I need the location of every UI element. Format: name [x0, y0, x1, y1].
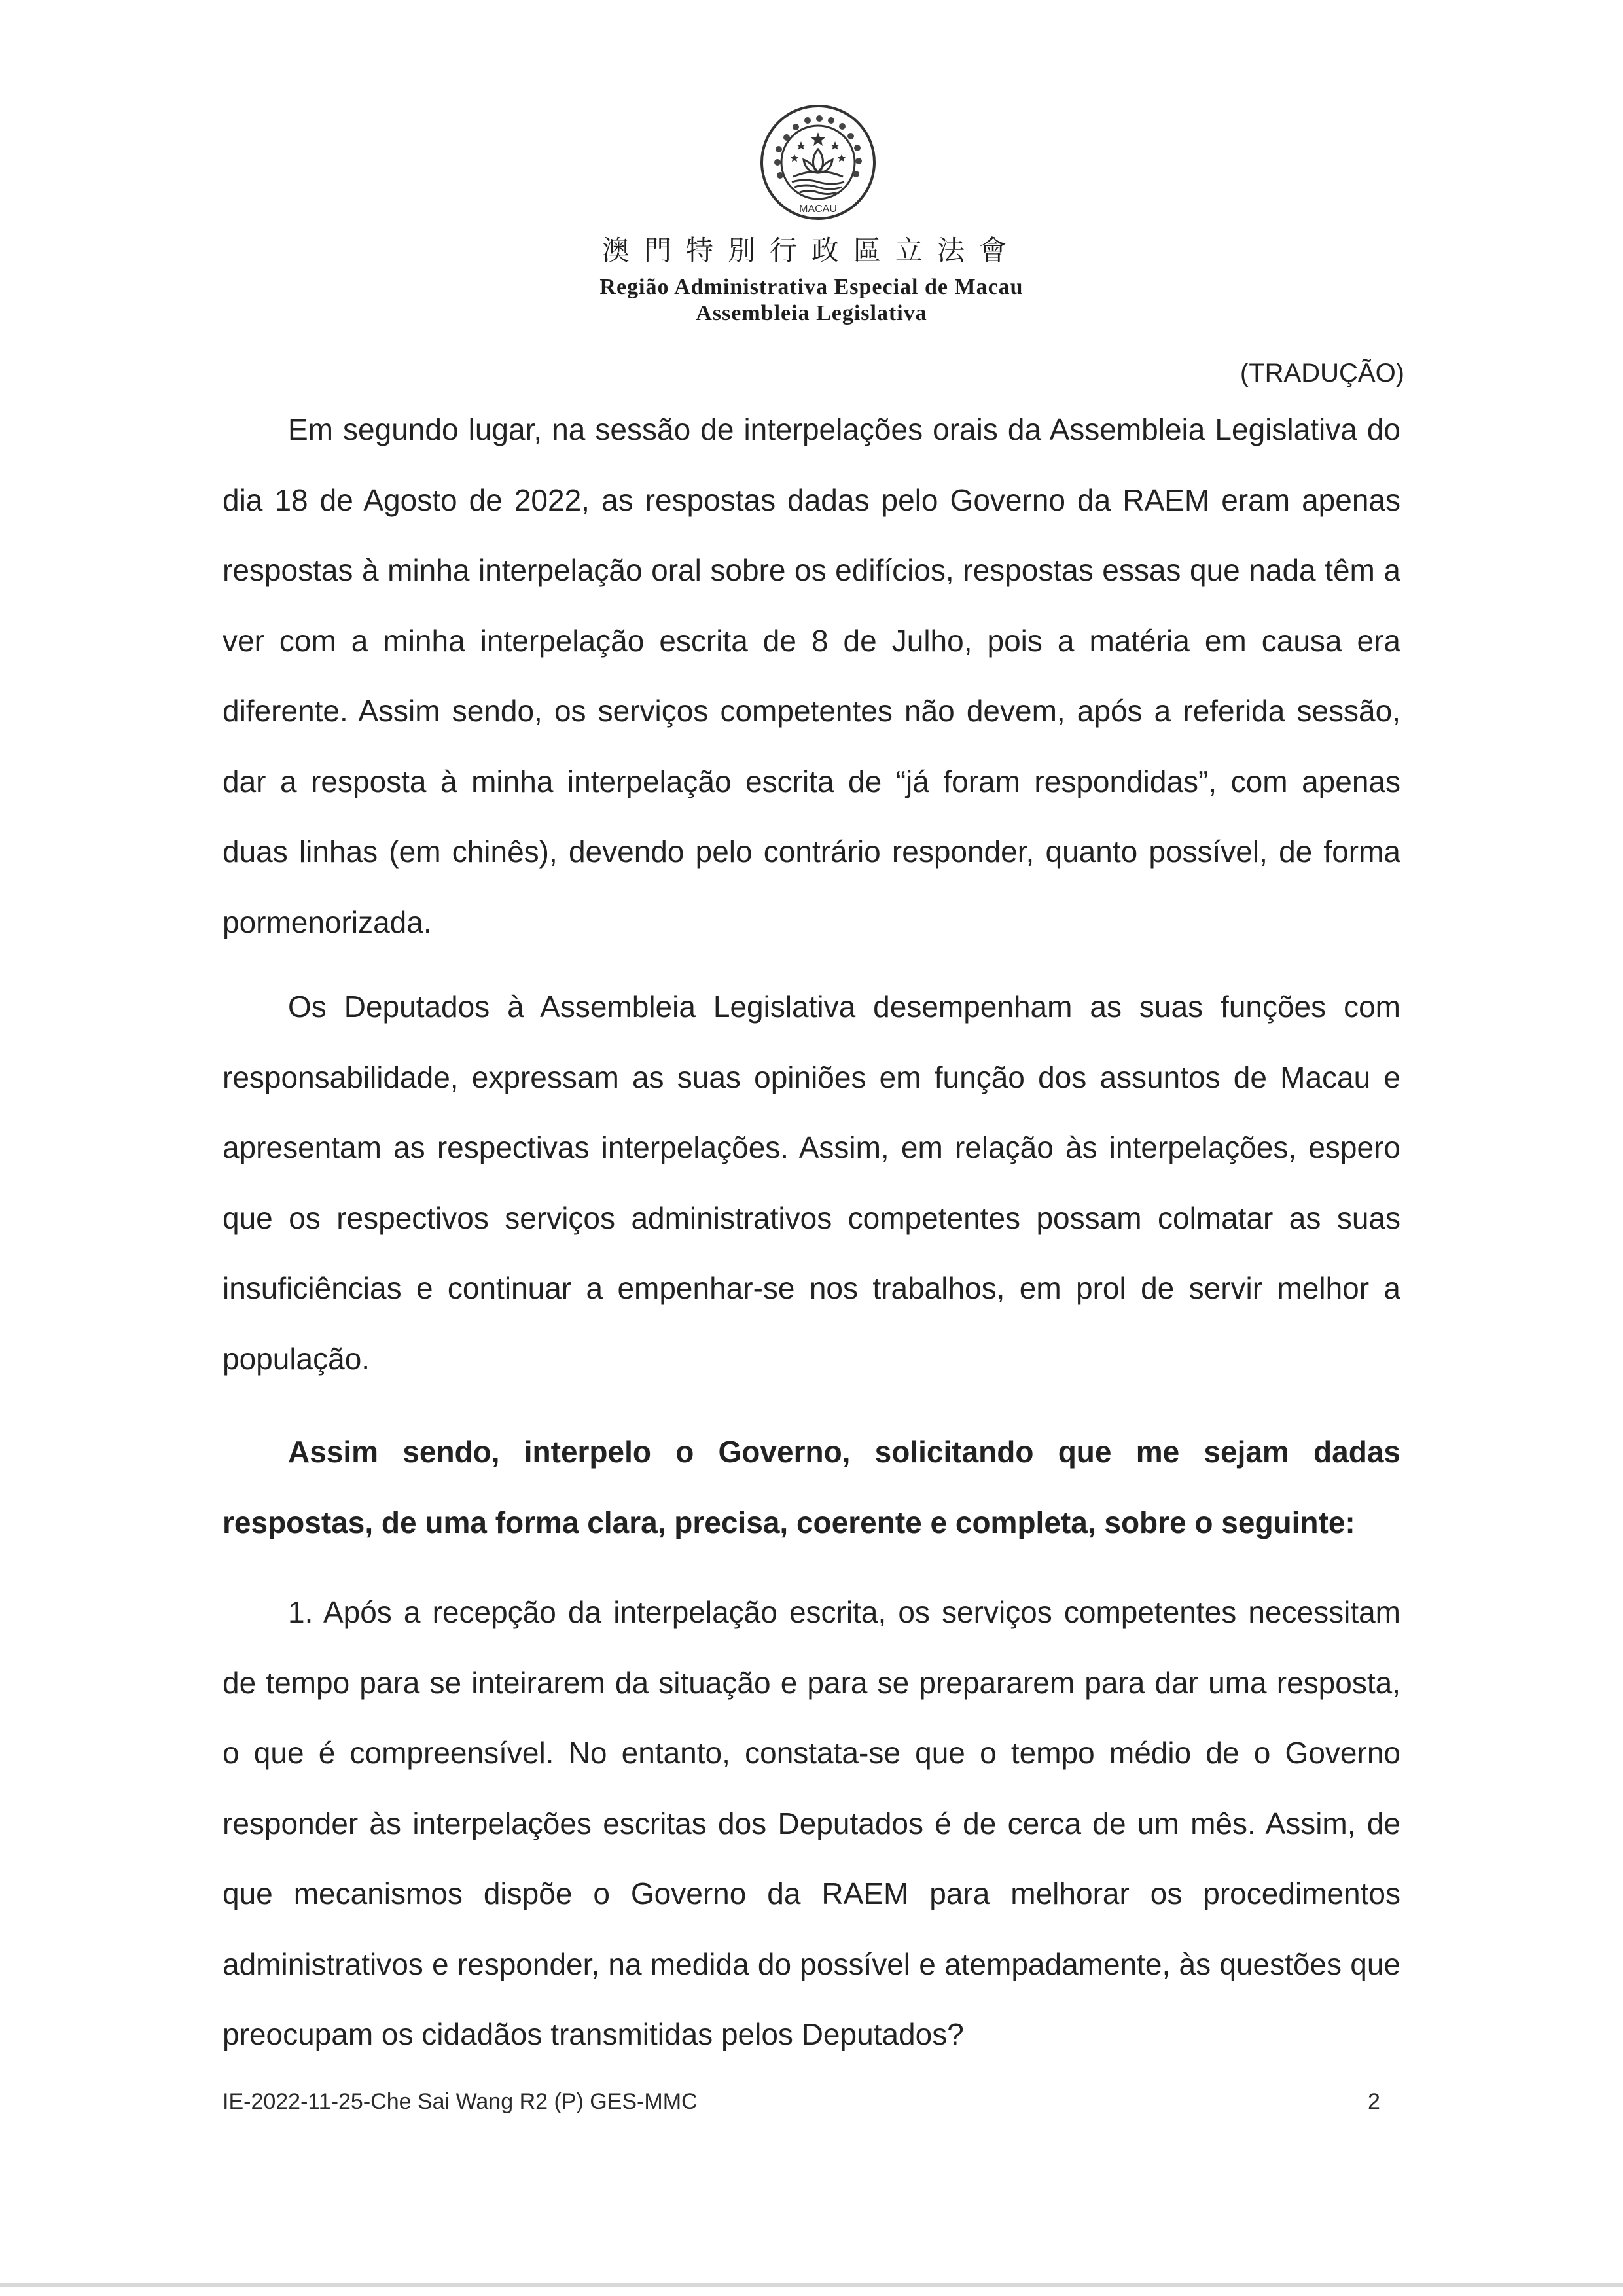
header-chinese-title: 澳門特別行政區立法會 [601, 234, 1021, 266]
footer-page-number: 2 [1368, 2089, 1380, 2114]
paragraph-bold: Assim sendo, interpelo o Governo, solicitando que me sejam dadas respostas, de uma forma clara, precisa, coerente e completa, sobre o seguinte: [223, 1435, 1400, 1539]
emblem-text: MACAU [799, 204, 837, 215]
macau-emblem-icon [759, 103, 877, 221]
header-region: Região Administrativa Especial de Macau [599, 275, 1024, 299]
header-assembly: Assembleia Legislativa [696, 301, 927, 325]
paragraph: Em segundo lugar, na sessão de interpelações orais da Assembleia Legislativa do dia 18 de Agosto de 2022, as respostas dadas pelo Governo da RAEM eram apenas respostas à minha interpelação oral sobre os edifícios, respostas essas que nada têm a ver com a minha interpelação escrita de 8 de Julho, pois a matéria em causa era diferente. Assim sendo, os serviços competentes não devem, após a referida sessão, dar a resposta à minha interpelação escrita de “já foram respondidas”, com apenas duas linhas (em chinês), devendo pelo contrário responder, quanto possível, de forma pormenorizada. [223, 412, 1400, 939]
body-block-3 [223, 1417, 1400, 1558]
paragraph-question-1: 1. Após a recepção da interpelação escrita, os serviços competentes necessitam de tempo para se inteirarem da situação e para se prepararem para dar uma resposta, o que é compreensível. No entanto, constata-se que o tempo médio de o Governo responder às interpelações escritas dos Deputados é de cerca de um mês. Assim, de que mecanismos dispõe o Governo da RAEM para melhorar os procedimentos administrativos e responder, na medida do possível e atempadamente, às questões que preocupam os cidadãos transmitidas pelos Deputados? [223, 1595, 1400, 2051]
body-block-2 [223, 972, 1400, 1394]
translation-mark: (TRADUÇÃO) [1240, 359, 1404, 387]
paragraph: Os Deputados à Assembleia Legislativa desempenham as suas funções com responsabilidade, expressam as suas opiniões em função dos assuntos de Macau e apresentam as respectivas interpelações. Assim, em relação às interpelações, espero que os respectivos serviços administrativos competentes possam colmatar as suas insuficiências e continuar a empenhar-se nos trabalhos, em prol de servir melhor a população. [223, 990, 1400, 1376]
footer-reference: IE-2022-11-25-Che Sai Wang R2 (P) GES-MMC [223, 2089, 698, 2114]
body-block-4 [223, 1577, 1400, 2070]
scan-edge-divider [0, 2283, 1623, 2287]
body-block-1 [223, 395, 1400, 958]
